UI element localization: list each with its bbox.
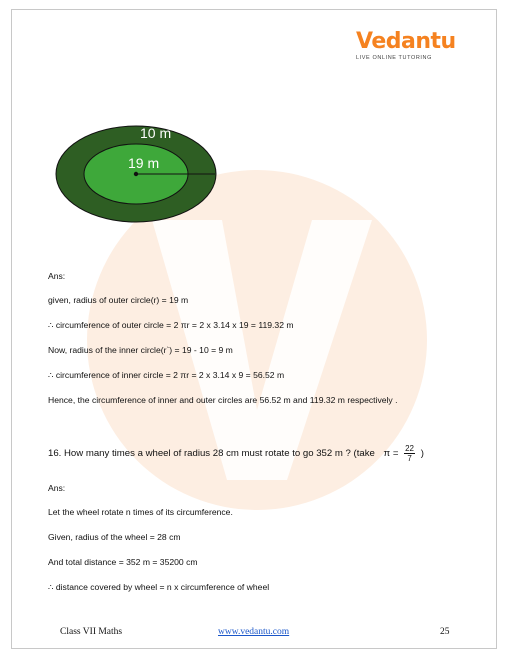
ans-label-16: Ans:	[48, 483, 66, 493]
outer-radius-label: 10 m	[140, 125, 172, 141]
solution-line-3: Now, radius of the inner circle(r`) = 19 - 10 = 9 m	[48, 345, 233, 355]
pi-symbol: π =	[383, 448, 399, 460]
ans-label-15: Ans:	[48, 271, 66, 281]
q16-line-2: Given, radius of the wheel = 28 cm	[48, 532, 181, 542]
question-16	[48, 444, 424, 463]
q16-line-4: ∴ distance covered by wheel = n x circumference of wheel	[48, 582, 270, 592]
question-close-paren: )	[420, 448, 424, 460]
vedantu-logo	[356, 30, 476, 61]
fraction-denominator: 7	[407, 454, 412, 463]
concentric-circles-figure	[54, 124, 224, 224]
q16-line-1: Let the wheel rotate n times of its circumference.	[48, 507, 233, 517]
logo-wordmark: Vedantu	[356, 29, 456, 54]
center-point	[134, 172, 138, 176]
logo-tagline: LIVE ONLINE TUTORING	[356, 55, 432, 61]
footer-class-label: Class VII Maths	[60, 627, 123, 637]
pi-fraction	[404, 444, 415, 463]
solution-line-1: given, radius of outer circle(r) = 19 m	[48, 295, 189, 305]
page-number: 25	[440, 627, 450, 637]
solution-line-4: ∴ circumference of inner circle = 2 πr = 2 x 3.14 x 9 = 56.52 m	[48, 370, 285, 380]
fraction-numerator: 22	[405, 444, 415, 453]
question-16-text: 16. How many times a wheel of radius 28 cm must rotate to go 352 m ? (take	[48, 448, 375, 460]
solution-line-2: ∴ circumference of outer circle = 2 πr = 2 x 3.14 x 19 = 119.32 m	[48, 320, 294, 330]
footer-website-link[interactable]: www.vedantu.com	[218, 627, 290, 637]
solution-line-5: Hence, the circumference of inner and outer circles are 56.52 m and 119.32 m respectively .	[48, 395, 398, 405]
q16-line-3: And total distance = 352 m = 35200 cm	[48, 557, 198, 567]
inner-radius-label: 19 m	[128, 155, 160, 171]
